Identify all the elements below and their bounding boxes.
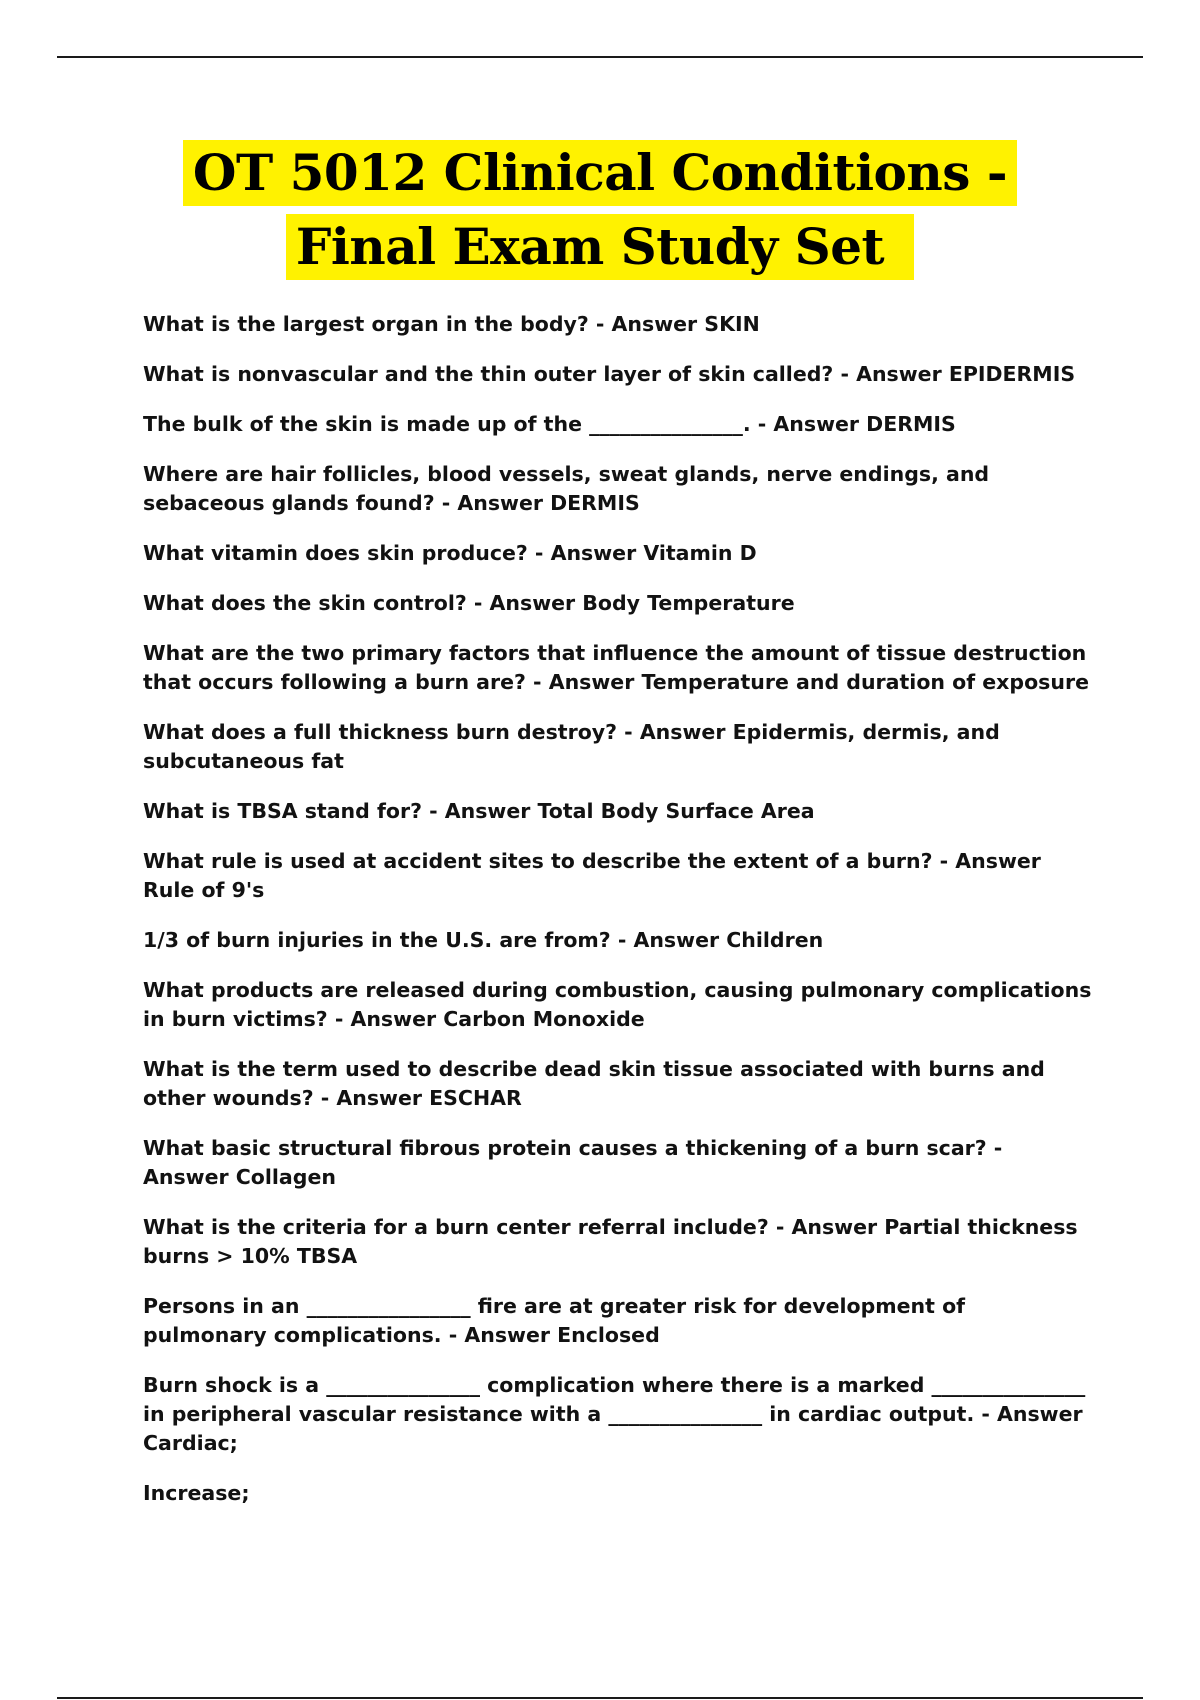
- qa-item: 1/3 of burn injuries in the U.S. are from? - Answer Children: [143, 928, 824, 952]
- qa-item: What rule is used at accident sites to describe the extent of a burn? - Answer Rule of 9's: [143, 849, 1041, 902]
- qa-item: What are the two primary factors that influence the amount of tissue destruction that occurs following a burn are? - Answer Temperature and duration of exposure: [143, 641, 1089, 694]
- qa-item: What is the largest organ in the body? - Answer SKIN: [143, 312, 760, 336]
- title-line-1: OT 5012 Clinical Conditions -: [183, 140, 1017, 206]
- qa-item: What is TBSA stand for? - Answer Total Body Surface Area: [143, 799, 815, 823]
- qa-item: What vitamin does skin produce? - Answer Vitamin D: [143, 541, 757, 565]
- qa-item: Burn shock is a _______________ complication where there is a marked _______________ in peripheral vascular resistance with a _______________ in cardiac output. - Answer Cardiac;: [143, 1373, 1086, 1455]
- qa-item: What does a full thickness burn destroy? - Answer Epidermis, dermis, and subcutaneous fat: [143, 720, 1000, 773]
- qa-item: What is the term used to describe dead skin tissue associated with burns and other wounds? - Answer ESCHAR: [143, 1057, 1045, 1110]
- qa-item: Persons in an ________________ fire are at greater risk for development of pulmonary complications. - Answer Enclosed: [143, 1294, 966, 1347]
- title-line-2: Final Exam Study Set: [286, 214, 914, 280]
- qa-item: What does the skin control? - Answer Body Temperature: [143, 591, 795, 615]
- qa-item: The bulk of the skin is made up of the _______________. - Answer DERMIS: [143, 412, 956, 436]
- qa-item: What products are released during combustion, causing pulmonary complications in burn victims? - Answer Carbon Monoxide: [143, 978, 1092, 1031]
- bottom-rule: [57, 1697, 1143, 1699]
- question-answer-list: [143, 310, 1093, 1529]
- top-rule: [57, 56, 1143, 58]
- qa-item: What basic structural fibrous protein causes a thickening of a burn scar? - Answer Collagen: [143, 1136, 1003, 1189]
- document-title: [0, 140, 1200, 280]
- qa-item: What is nonvascular and the thin outer layer of skin called? - Answer EPIDERMIS: [143, 362, 1076, 386]
- qa-item: Where are hair follicles, blood vessels, sweat glands, nerve endings, and sebaceous glands found? - Answer DERMIS: [143, 462, 990, 515]
- qa-item: What is the criteria for a burn center referral include? - Answer Partial thickness burns > 10% TBSA: [143, 1215, 1078, 1268]
- qa-item: Increase;: [143, 1481, 250, 1505]
